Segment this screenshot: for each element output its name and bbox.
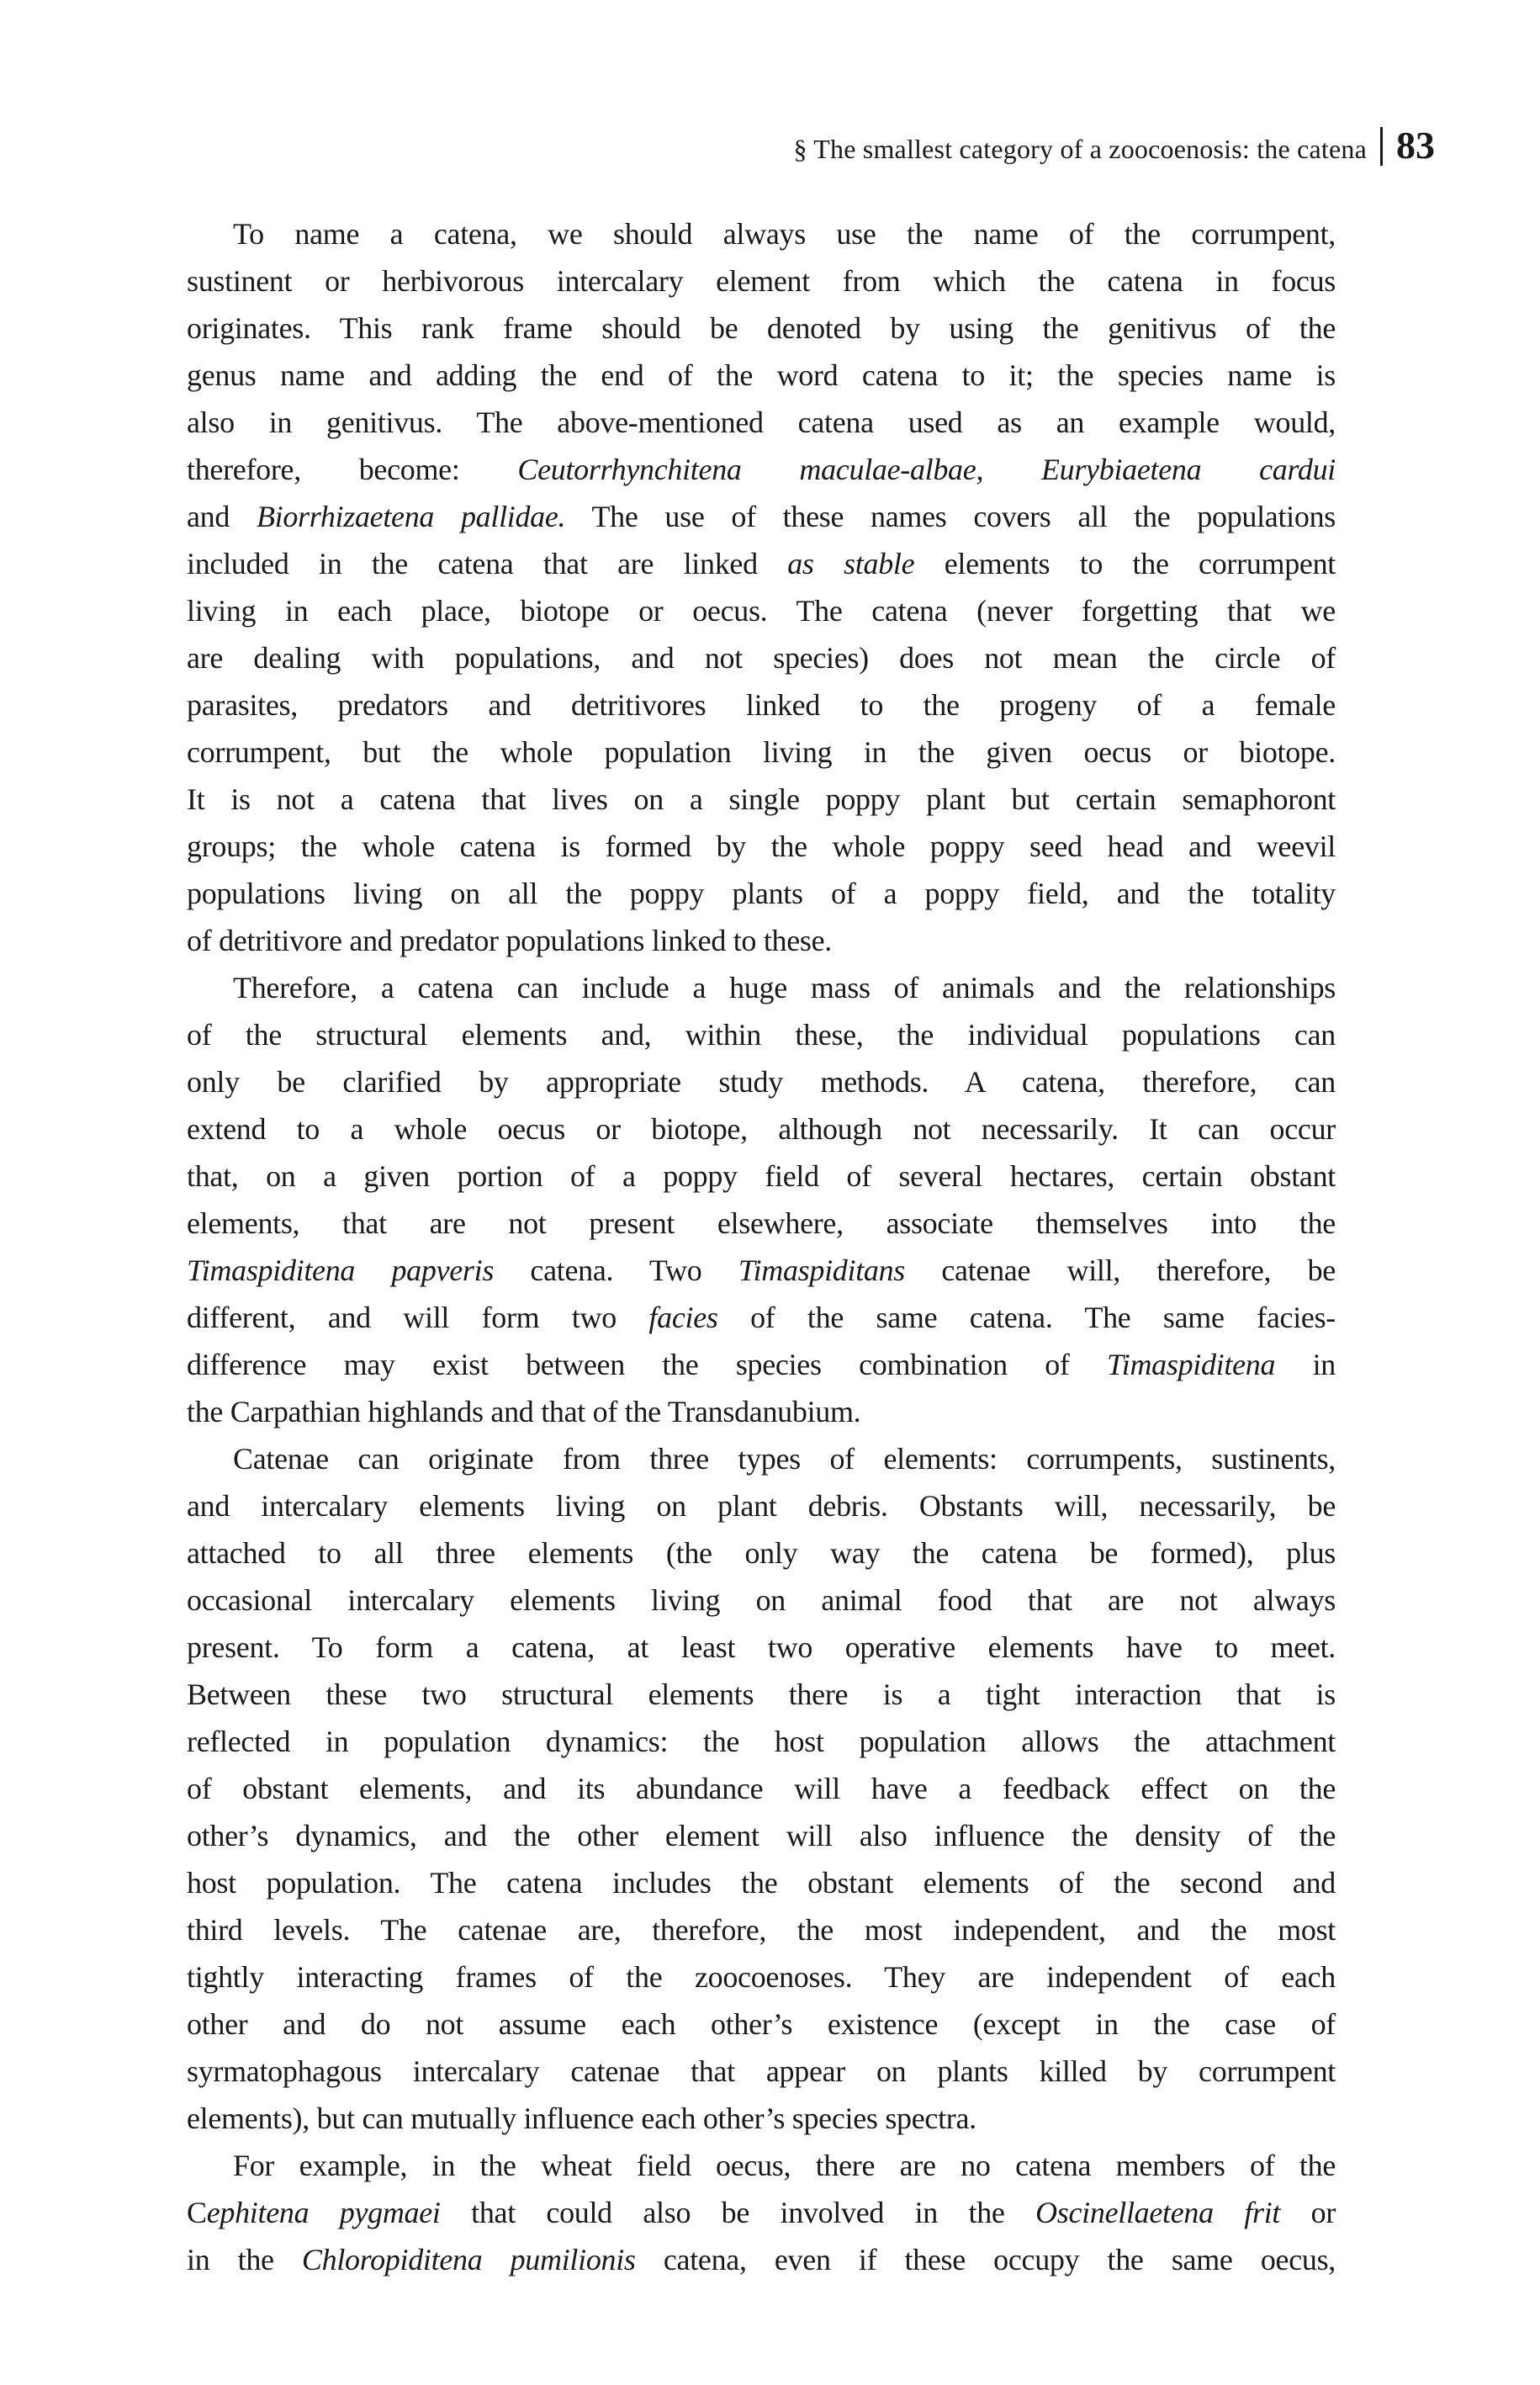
text-line [187, 540, 1336, 587]
italic-text-segment: facies [648, 1301, 718, 1334]
text-segment: reflected in population dynamics: the host population allows the attachment [187, 1725, 1336, 1758]
text-segment: elements to the corrumpent [914, 547, 1336, 580]
text-segment: of detritivore and predator populations linked to these. [187, 924, 832, 957]
running-header [187, 123, 1435, 167]
text-line [187, 587, 1336, 634]
text-line [187, 1011, 1336, 1058]
paragraph [187, 1435, 1336, 2142]
italic-text-segment: ephitena pygmaei [206, 2196, 441, 2229]
text-segment: It is not a catena that lives on a single poppy plant but certain semaphoront [187, 782, 1336, 816]
text-line [187, 399, 1336, 446]
text-line [187, 1906, 1336, 1953]
italic-text-segment: as stable [787, 547, 915, 580]
text-segment: groups; the whole catena is formed by the whole poppy seed head and weevil [187, 829, 1336, 863]
text-line [187, 729, 1336, 776]
text-line [187, 1624, 1336, 1671]
text-segment: Between these two structural elements there is a tight interaction that is [187, 1677, 1336, 1711]
text-line [187, 257, 1336, 305]
text-line [187, 681, 1336, 729]
text-segment: that, on a given portion of a poppy field of several hectares, certain obstant [187, 1159, 1336, 1193]
text-line [187, 2142, 1336, 2189]
text-line [187, 1718, 1336, 1765]
text-segment: other’s dynamics, and the other element will also influence the density of the [187, 1819, 1336, 1852]
text-line [187, 210, 1336, 257]
text-segment: occasional intercalary elements living on animal food that are not always [187, 1583, 1336, 1617]
text-segment: To name a catena, we should always use the name of the corrumpent, [233, 217, 1336, 251]
italic-text-segment: Ceutorrhynchitena maculae-albae, Eurybiaetena cardui [517, 453, 1336, 486]
text-segment: are dealing with populations, and not species) does not mean the circle of [187, 641, 1336, 675]
text-line [187, 1247, 1336, 1294]
text-segment: of the same catena. The same facies- [717, 1301, 1336, 1334]
text-line [187, 1105, 1336, 1153]
text-line [187, 1859, 1336, 1906]
text-segment: corrumpent, but the whole population living in the given oecus or biotope. [187, 735, 1336, 769]
text-line [187, 2236, 1336, 2283]
text-segment: catena, even if these occupy the same oecus, [635, 2243, 1336, 2276]
header-divider-bar [1380, 127, 1383, 166]
text-segment: different, and will form two [187, 1301, 649, 1334]
text-segment: catenae will, therefore, be [905, 1253, 1336, 1287]
page-number: 83 [1396, 124, 1435, 167]
text-line [187, 1529, 1336, 1577]
italic-text-segment: Timaspiditans [738, 1253, 906, 1287]
text-segment: Therefore, a catena can include a huge mass of animals and the relationships [233, 971, 1336, 1004]
text-segment: extend to a whole oecus or biotope, although not necessarily. It can occur [187, 1112, 1336, 1146]
italic-text-segment: Chloropiditena pumilionis [301, 2243, 636, 2276]
text-segment: in [1275, 1348, 1336, 1381]
text-segment: host population. The catena includes the obstant elements of the second and [187, 1866, 1336, 1900]
text-line [187, 1953, 1336, 2001]
text-segment: living in each place, biotope or oecus. The catena (never forgetting that we [187, 594, 1336, 628]
text-line [187, 1058, 1336, 1105]
text-segment: included in the catena that are linked [187, 547, 788, 580]
text-line [187, 634, 1336, 681]
text-line [187, 1765, 1336, 1812]
page-body [187, 210, 1336, 2283]
text-segment: also in genitivus. The above-mentioned catena used as an example would, [187, 405, 1336, 439]
text-line [187, 776, 1336, 823]
text-line [187, 1577, 1336, 1624]
text-segment: catena. Two [494, 1253, 738, 1287]
text-segment: of obstant elements, and its abundance will have a feedback effect on the [187, 1772, 1336, 1805]
text-line [187, 2048, 1336, 2095]
text-line [187, 2189, 1336, 2236]
text-line [187, 2001, 1336, 2048]
italic-text-segment: Timaspiditena [1107, 1348, 1276, 1381]
text-segment: in the [187, 2243, 302, 2276]
text-segment: populations living on all the poppy plants of a poppy field, and the totality [187, 877, 1336, 910]
text-line [187, 1482, 1336, 1529]
text-line [187, 1435, 1336, 1482]
text-segment: other and do not assume each other’s existence (except in the case of [187, 2007, 1336, 2041]
text-segment: only be clarified by appropriate study methods. A catena, therefore, can [187, 1065, 1336, 1099]
text-segment: and [187, 500, 257, 533]
text-segment: tightly interacting frames of the zoocoenoses. They are independent of each [187, 1960, 1336, 1994]
text-segment: Catenae can originate from three types of elements: corrumpents, sustinents, [233, 1442, 1336, 1476]
paragraph [187, 964, 1336, 1435]
text-segment: elements), but can mutually influence each other’s species spectra. [187, 2101, 976, 2135]
text-segment: of the structural elements and, within these, the individual populations can [187, 1018, 1336, 1052]
paragraph [187, 210, 1336, 964]
text-segment: elements, that are not present elsewhere, associate themselves into the [187, 1206, 1336, 1240]
text-segment: therefore, become: [187, 453, 518, 486]
text-segment: originates. This rank frame should be denoted by using the genitivus of the [187, 311, 1336, 345]
text-segment: present. To form a catena, at least two operative elements have to meet. [187, 1630, 1336, 1664]
text-segment: or [1280, 2196, 1336, 2229]
text-line [187, 1153, 1336, 1200]
paragraph [187, 2142, 1336, 2283]
text-line [187, 446, 1336, 493]
text-line [187, 305, 1336, 352]
text-segment: difference may exist between the species combination of [187, 1348, 1108, 1381]
text-line [187, 964, 1336, 1011]
italic-text-segment: Oscinellaetena frit [1035, 2196, 1281, 2229]
text-line [187, 823, 1336, 870]
text-line [187, 1812, 1336, 1859]
text-line [187, 2095, 1336, 2142]
text-segment: and intercalary elements living on plant debris. Obstants will, necessarily, be [187, 1489, 1336, 1523]
text-segment: For example, in the wheat field oecus, there are no catena members of the [233, 2149, 1336, 2182]
text-line [187, 1341, 1336, 1388]
text-line [187, 1671, 1336, 1718]
text-line [187, 917, 1336, 964]
text-segment: the Carpathian highlands and that of the Transdanubium. [187, 1395, 861, 1428]
text-segment: sustinent or herbivorous intercalary element from which the catena in focus [187, 264, 1336, 298]
text-line [187, 1200, 1336, 1247]
text-segment: attached to all three elements (the only way the catena be formed), plus [187, 1536, 1336, 1570]
text-line [187, 352, 1336, 399]
text-segment: parasites, predators and detritivores linked to the progeny of a female [187, 688, 1336, 722]
text-segment: third levels. The catenae are, therefore, the most independent, and the most [187, 1913, 1336, 1947]
text-segment: genus name and adding the end of the word catena to it; the species name is [187, 358, 1336, 392]
text-line [187, 1294, 1336, 1341]
text-line [187, 870, 1336, 917]
text-segment: syrmatophagous intercalary catenae that appear on plants killed by corrumpent [187, 2054, 1336, 2088]
text-line [187, 493, 1336, 540]
text-segment: The use of these names covers all the populations [565, 500, 1336, 533]
text-segment: that could also be involved in the [440, 2196, 1036, 2229]
text-segment: C [187, 2196, 207, 2229]
text-line [187, 1388, 1336, 1435]
running-title: § The smallest category of a zoocoenosis: the catena [793, 134, 1367, 164]
italic-text-segment: Biorrhizaetena pallidae. [256, 500, 566, 533]
italic-text-segment: Timaspiditena papveris [187, 1253, 495, 1287]
